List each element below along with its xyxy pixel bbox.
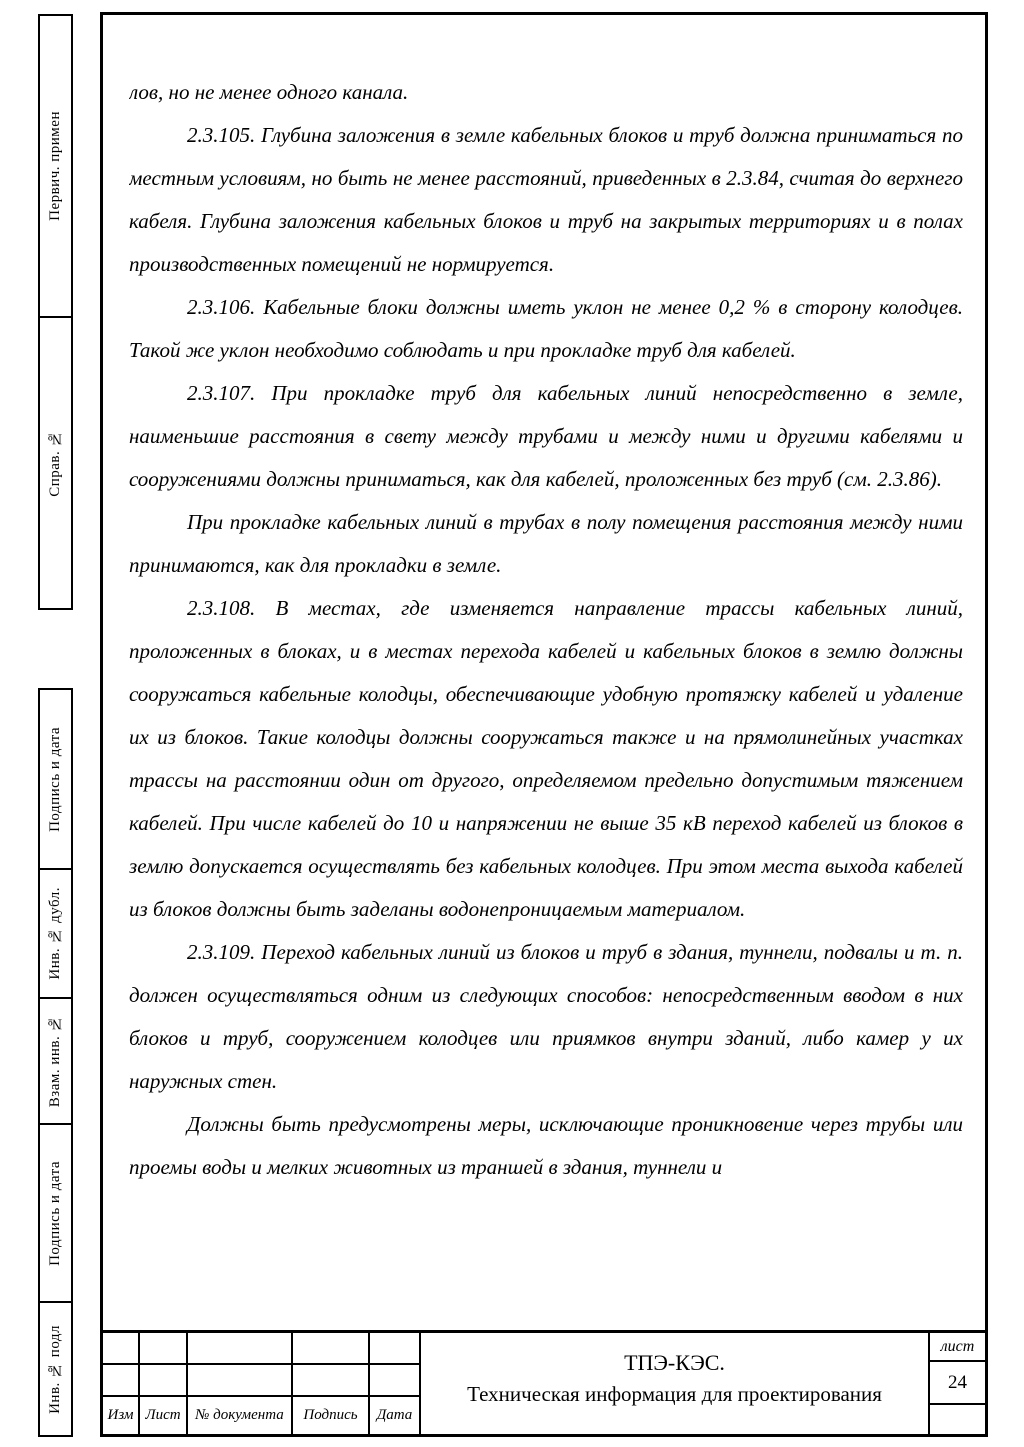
column-header-list: Лист: [140, 1397, 188, 1434]
stamp-label: Инв. № подл: [47, 1324, 63, 1414]
column-header-izm: Изм: [103, 1397, 140, 1434]
revision-cell-empty: [188, 1365, 293, 1397]
stamp-label: Справ. №: [47, 429, 63, 497]
sheet-spacer: [930, 1405, 985, 1434]
document-frame: [100, 12, 988, 1437]
column-header-doc-number: № документа: [188, 1397, 293, 1434]
revision-cell-empty: [293, 1333, 370, 1365]
sheet-number: 24: [930, 1362, 985, 1405]
stamp-label: Инв. № дубл.: [47, 887, 63, 980]
stamp-box-inventory-original: [38, 1301, 73, 1437]
title-block: [103, 1330, 985, 1434]
paragraph-2-3-107-note: При прокладке кабельных линий в трубах в полу помещения расстояния между ними принимаются, как для прокладки в земле.: [129, 510, 963, 577]
paragraph-2-3-105: 2.3.105. Глубина заложения в земле кабельных блоков и труб должна приниматься по местным условиям, но быть не менее расстояний, приведенных в 2.3.84, считая до верхнего кабеля. Глубина заложения кабельных блоков и труб на закрытых территориях и в полах производственных помещений не нормируется.: [129, 123, 963, 276]
paragraph-2-3-107: 2.3.107. При прокладке труб для кабельных линий непосредственно в земле, наименьшие расстояния в свету между трубами и между ними и другими кабелями и сооружениями должны приниматься, как для кабелей, проложенных без труб (см. 2.3.86).: [129, 381, 963, 491]
column-header-signature: Подпись: [293, 1397, 370, 1434]
paragraph-2-3-108: 2.3.108. В местах, где изменяется направление трассы кабельных линий, проложенных в блоках, и в местах перехода кабелей и кабельных блоков в землю должны сооружаться кабельные колодцы, обеспечивающие удобную протяжку кабелей и удаление их из блоков. Такие колодцы должны сооружаться также и на прямолинейных участках трассы на расстоянии один от другого, определяемом предельно допустимым тяжением кабелей. При числе кабелей до 10 и напряжении не выше 35 кВ переход кабелей из блоков в землю допускается осуществлять без кабельных колодцев. При этом места выхода кабелей из блоков должны быть заделаны водонепроницаемым материалом.: [129, 596, 963, 921]
revision-table: [103, 1333, 421, 1434]
revision-cell-empty: [370, 1333, 421, 1365]
document-title: Техническая информация для проектирования: [467, 1381, 882, 1406]
revision-cell-empty: [188, 1333, 293, 1365]
revision-cell-empty: [140, 1365, 188, 1397]
stamp-box-signature-date-1: [38, 688, 73, 870]
stamp-box-inventory-duplicate: [38, 868, 73, 999]
paragraph-2-3-109: 2.3.109. Переход кабельных линий из блоков и труб в здания, туннели, подвалы и т. п. должен осуществляться одним из следующих способов: непосредственным вводом в них блоков и труб, сооружением колодцев или приямков внутри зданий, либо камер у их наружных стен.: [129, 940, 963, 1093]
revision-cell-empty: [370, 1365, 421, 1397]
revision-cell-empty: [140, 1333, 188, 1365]
column-header-date: Дата: [370, 1397, 421, 1434]
paragraph-continuation: лов, но не менее одного канала.: [129, 80, 409, 104]
stamp-box-first-use: [38, 14, 73, 318]
document-text: [129, 71, 963, 1322]
sheet-cell: [930, 1333, 985, 1434]
paragraph-2-3-106: 2.3.106. Кабельные блоки должны иметь уклон не менее 0,2 % в сторону колодцев. Такой же уклон необходимо соблюдать и при прокладке труб для кабелей.: [129, 295, 963, 362]
stamp-label: Подпись и дата: [47, 726, 63, 832]
stamp-label: Взам. инв. №: [47, 1014, 63, 1108]
sheet-label: лист: [930, 1333, 985, 1362]
stamp-box-signature-date-2: [38, 1123, 73, 1303]
paragraph-2-3-109-note: Должны быть предусмотрены меры, исключающие проникновение через трубы или проемы воды и мелких животных из траншей в здания, туннели и: [129, 1112, 963, 1179]
revision-cell-empty: [103, 1365, 140, 1397]
revision-cell-empty: [293, 1365, 370, 1397]
stamp-label: Подпись и дата: [47, 1160, 63, 1266]
revision-cell-empty: [103, 1333, 140, 1365]
stamp-label: Первич. примен: [47, 111, 63, 221]
stamp-box-reference-number: [38, 316, 73, 610]
stamp-box-replacement-inventory: [38, 997, 73, 1125]
document-code: ТПЭ-КЭС.: [624, 1349, 725, 1375]
document-title-cell: [421, 1333, 930, 1434]
